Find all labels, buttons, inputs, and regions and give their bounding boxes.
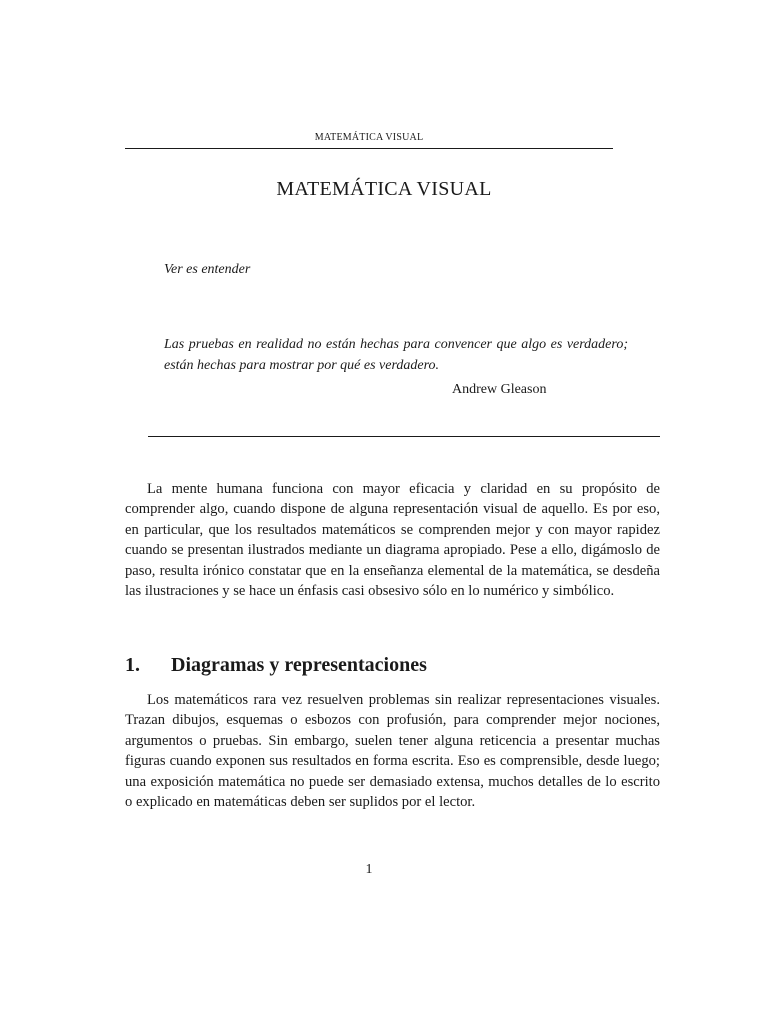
page-title: MATEMÁTICA VISUAL (276, 178, 492, 200)
intro-paragraph: La mente humana funciona con mayor eficacia y claridad en su propósito de comprender algo, cuando dispone de alguna representación visual de aquello. Es por eso, en particular, que los resultados matemáticos se comprenden mejor y con mayor rapidez cuando se presentan ilustrados mediante un diagrama apropiado. Pese a ello, digámoslo de paso, resulta irónico constatar que en la enseñanza elemental de la matemática, se desdeña las ilustraciones y se hace un énfasis casi obsesivo sólo en lo numérico y simbólico. (125, 481, 660, 600)
epigraph-divider (148, 436, 660, 437)
section-number: 1. (125, 654, 140, 676)
section-paragraph: Los matemáticos rara vez resuelven problemas sin realizar representaciones visuales. Trazan dibujos, esquemas o esbozos con profusión, para comprender mejor nociones, argumentos o pruebas. Sin embargo, suelen tener alguna reticencia a presentar muchas figuras cuando exponen sus resultados en forma escrita. Eso es comprensible, desde luego; una exposición matemática no puede ser demasiado extensa, muchos detalles de lo escrito o explicado en matemáticas deben ser suplidos por el lector. (125, 692, 660, 811)
epigraph-author: Andrew Gleason (452, 382, 547, 397)
epigraph-second: Las pruebas en realidad no están hechas para convencer que algo es verdadero; están hechas para mostrar por qué es verdadero. (164, 337, 628, 373)
section-title: Diagramas y representaciones (171, 654, 427, 676)
page-number: 1 (365, 862, 373, 877)
epigraph-first: Ver es entender (164, 262, 251, 277)
header-divider (125, 148, 613, 149)
running-header: MATEMÁTICA VISUAL (314, 132, 424, 143)
section-heading (125, 654, 427, 677)
